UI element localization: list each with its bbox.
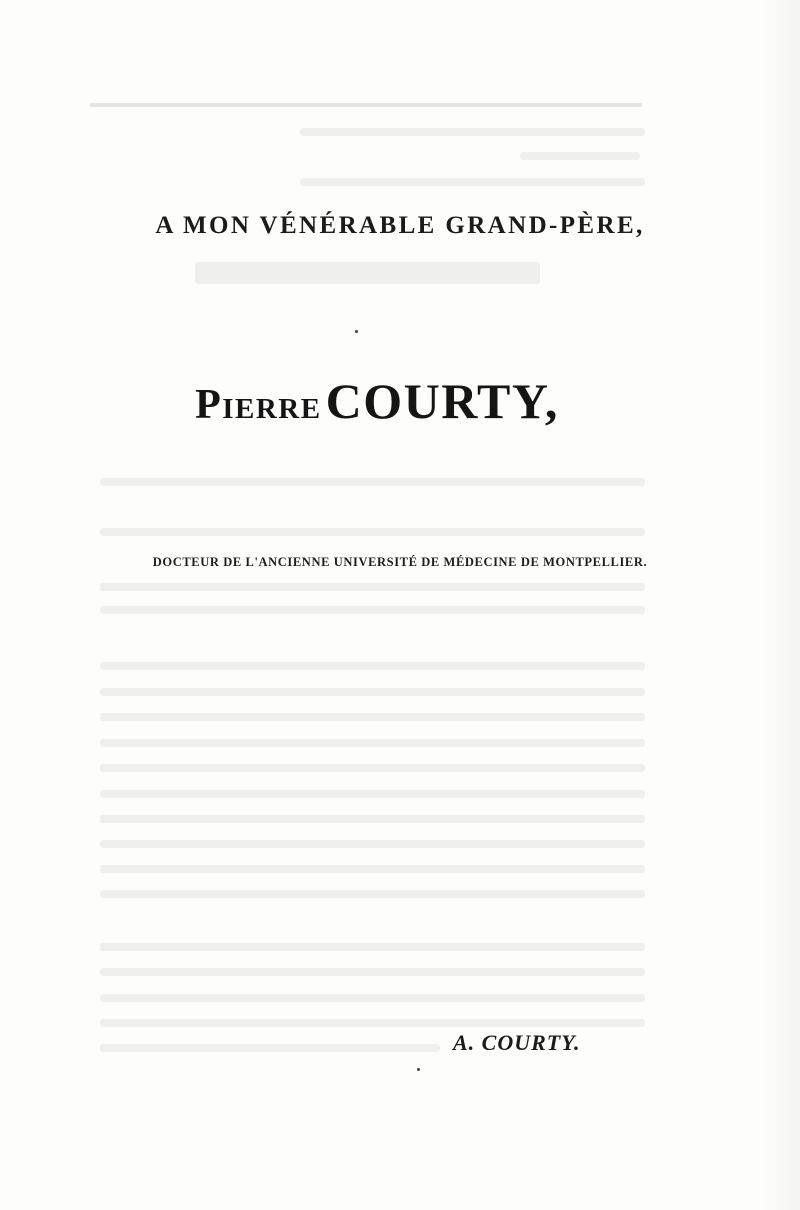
show-through-line: [100, 943, 645, 951]
show-through-line: [100, 890, 645, 898]
show-through-line: [100, 764, 645, 772]
show-through-line: [100, 606, 645, 614]
show-through-line: [100, 840, 645, 848]
show-through-line: [100, 865, 645, 873]
show-through-line: [100, 994, 645, 1002]
honoree-family-name: COURTY,: [325, 373, 559, 429]
show-through-line: [100, 790, 645, 798]
show-through-line: [520, 152, 640, 160]
show-through-line: [100, 713, 645, 721]
show-through-line: [300, 128, 645, 136]
show-through-line: [100, 1019, 645, 1027]
honoree-credentials: DOCTEUR DE L'ANCIENNE UNIVERSITÉ DE MÉDECINE DE MONTPELLIER.: [152, 555, 648, 569]
show-through-line: [100, 478, 645, 486]
honoree-name: [0, 372, 754, 430]
show-through-line: [100, 1044, 440, 1052]
show-through-rule: [90, 103, 642, 107]
show-through-line: [100, 739, 645, 747]
show-through-heading: [195, 262, 540, 284]
honoree-given-name: Pierre: [195, 382, 322, 428]
show-through-line: [100, 815, 645, 823]
show-through-line: [300, 178, 645, 186]
page-edge-shadow: [760, 0, 800, 1210]
show-through-line: [100, 688, 645, 696]
author-signature: A. COURTY.: [453, 1030, 581, 1055]
print-speck: [417, 1068, 420, 1071]
print-speck: [355, 330, 358, 333]
show-through-line: [100, 968, 645, 976]
show-through-line: [100, 528, 645, 536]
show-through-line: [100, 662, 645, 670]
show-through-line: [100, 583, 645, 591]
dedication-line: A MON VÉNÉRABLE GRAND-PÈRE,: [155, 212, 645, 239]
